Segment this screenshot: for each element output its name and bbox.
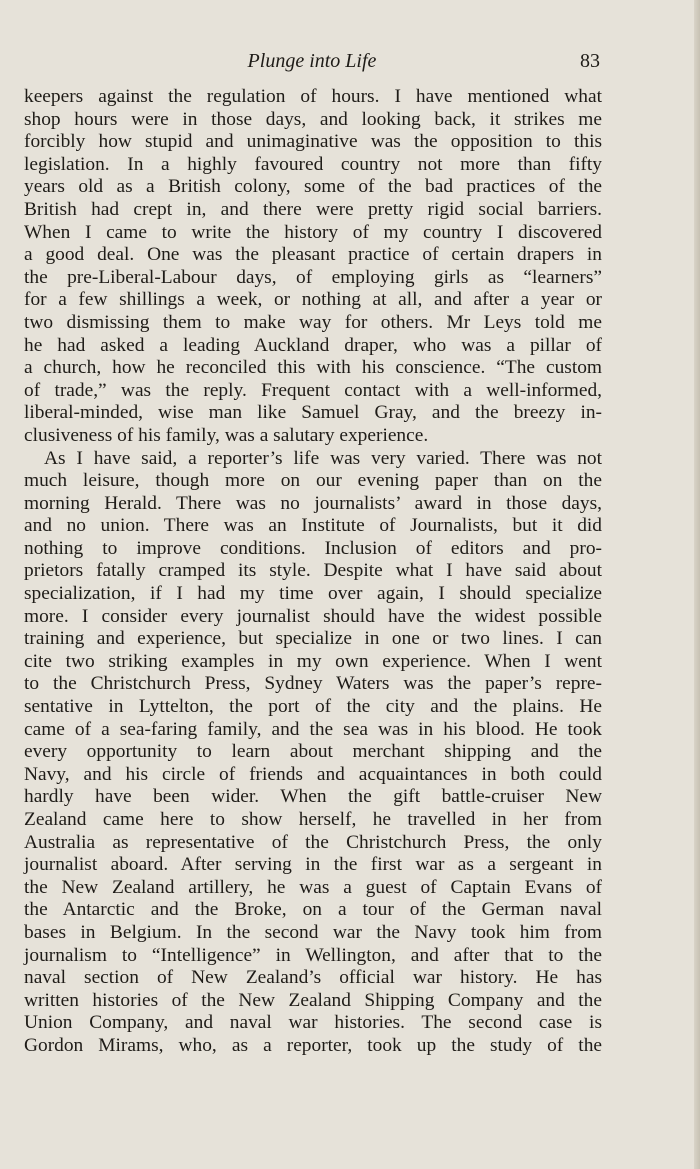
text-line: the New Zealand artillery, he was a guest of Captain Evans of [24, 876, 602, 898]
text-line: hardly have been wider. When the gift battle-cruiser New [24, 786, 602, 808]
text-line: came of a sea-faring family, and the sea was in his blood. He took [24, 718, 602, 740]
text-line: journalist aboard. After serving in the first war as a sergeant in [24, 854, 602, 876]
running-head [24, 50, 600, 76]
text-line: shop hours were in those days, and looking back, it strikes me [24, 108, 602, 130]
text-line: forcibly how stupid and unimaginative was the opposition to this [24, 131, 602, 153]
text-line: journalism to “Intelligence” in Wellington, and after that to the [24, 944, 602, 966]
text-line: specialization, if I had my time over again, I should specialize [24, 583, 602, 605]
text-line: for a few shillings a week, or nothing at all, and after a year or [24, 289, 602, 311]
page-number: 83 [580, 50, 600, 72]
text-line: prietors fatally cramped its style. Despite what I have said about [24, 560, 602, 582]
text-line: two dismissing them to make way for others. Mr Leys told me [24, 311, 602, 333]
paragraph [24, 86, 602, 448]
text-line: nothing to improve conditions. Inclusion of editors and pro- [24, 537, 602, 559]
text-line: legislation. In a highly favoured country not more than fifty [24, 153, 602, 175]
paragraph [24, 448, 602, 1058]
text-line: written histories of the New Zealand Shipping Company and the [24, 989, 602, 1011]
text-line: the Antarctic and the Broke, on a tour of the German naval [24, 899, 602, 921]
text-line: As I have said, a reporter’s life was very varied. There was not [44, 447, 602, 469]
text-line: cite two striking examples in my own experience. When I went [24, 650, 602, 672]
text-line: British had crept in, and there were pretty rigid social barriers. [24, 198, 602, 220]
text-line: years old as a British colony, some of the bad practices of the [24, 176, 602, 198]
page-body-text [24, 86, 602, 1058]
text-line: every opportunity to learn about merchant shipping and the [24, 741, 602, 763]
text-line: Navy, and his circle of friends and acquaintances in both could [24, 763, 602, 785]
text-line: Zealand came here to show herself, he travelled in her from [24, 809, 602, 830]
text-line: more. I consider every journalist should have the widest possible [24, 605, 602, 627]
text-line: Australia as representative of the Christchurch Press, the only [24, 831, 602, 853]
running-title: Plunge into Life [247, 50, 377, 72]
text-line: much leisure, though more on our evening paper than on the [24, 470, 602, 492]
page-edge-shadow [694, 0, 700, 1169]
text-line: clusiveness of his family, was a salutary experience. [24, 424, 429, 446]
text-line: naval section of New Zealand’s official war history. He has [24, 967, 602, 989]
text-line: the pre-Liberal-Labour days, of employing girls as “learners” [24, 266, 602, 288]
text-line: a church, how he reconciled this with his conscience. “The custom [24, 357, 602, 379]
text-line: bases in Belgium. In the second war the Navy took him from [24, 921, 602, 943]
text-line: Gordon Mirams, who, as a reporter, took up the study of the [24, 1034, 602, 1056]
text-line: sentative in Lyttelton, the port of the city and the plains. He [24, 696, 602, 718]
text-line: to the Christchurch Press, Sydney Waters was the paper’s repre- [24, 673, 602, 695]
text-line: morning Herald. There was no journalists’ award in those days, [24, 492, 602, 514]
text-line: he had asked a leading Auckland draper, who was a pillar of [24, 334, 602, 356]
text-line: of trade,” was the reply. Frequent contact with a well-informed, [24, 379, 602, 401]
text-line: keepers against the regulation of hours. I have mentioned what [24, 86, 602, 107]
text-line: a good deal. One was the pleasant practice of certain drapers in [24, 244, 602, 266]
text-line: liberal-minded, wise man like Samuel Gray, and the breezy in- [24, 402, 602, 424]
text-line: training and experience, but specialize in one or two lines. I can [24, 628, 602, 650]
text-line: and no union. There was an Institute of Journalists, but it did [24, 515, 602, 537]
text-line: Union Company, and naval war histories. The second case is [24, 1012, 602, 1034]
text-line: When I came to write the history of my country I discovered [24, 221, 602, 243]
